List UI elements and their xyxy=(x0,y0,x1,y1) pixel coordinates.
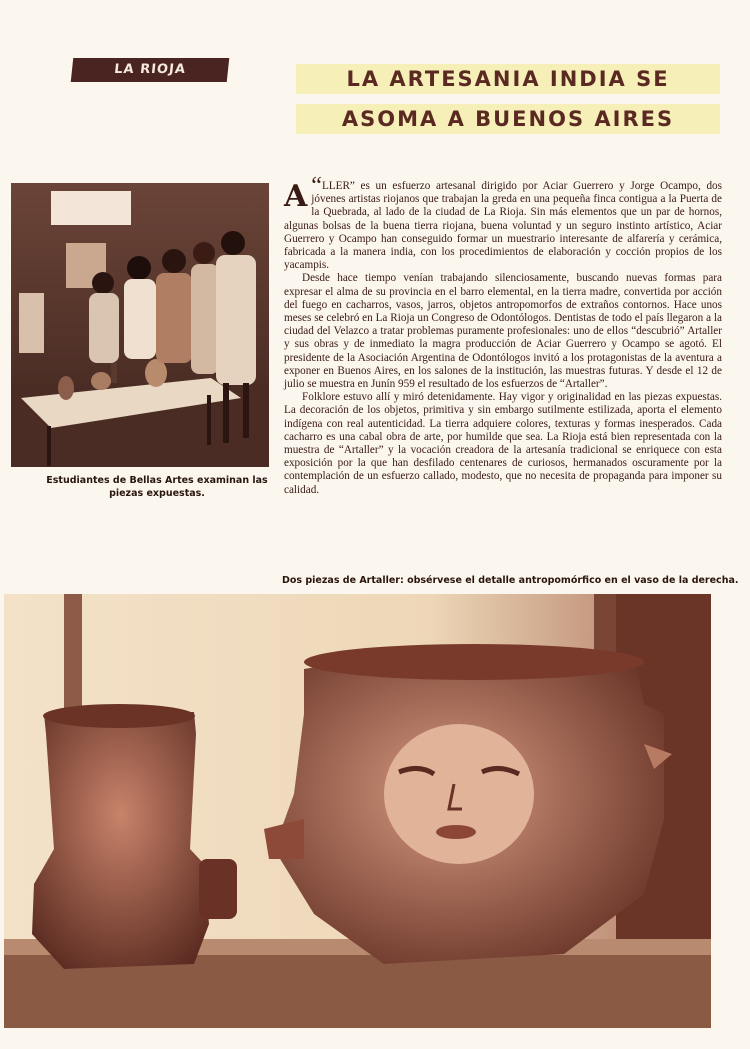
headline-line-1: LA ARTESANIA INDIA SE xyxy=(296,64,720,94)
opening-quote: “ xyxy=(311,173,322,199)
article-paragraph-3: Folklore estuvo allí y miró detenidamente. Hay vigor y originalidad en las piezas expuestas. La decoración de los objetos, primitiva y sin embargo sutilmente estilizada, aporta el elemento indígena con real autenticidad. La tierra adquiere colores, texturas y formas inesperados. Cada cacharro es una cabal obra de arte, por humilde que sea. La Rioja está bien representada con la muestra de “Artaller” y la vocación creadora de la artesanía tradicional se enriquece con esta exposición por la que han desfilado centenares de curiosos, hermanados oscuramente por la contemplación de un esfuerzo callado, modesto, que no necesita de propaganda para imponer su calidad. xyxy=(284,391,722,496)
paragraph-1-text: LLER” es un esfuerzo artesanal dirigido por Aciar Guerrero y Jorge Ocampo, dos jóvenes artistas riojanos que trabajan la greda en una pequeña finca contigua a la Puerta de la Quebrada, al lado de la ciudad de La Rioja. Sin más elementos que un par de hornos, algunas bolsas de la buena tierra riojana, buena voluntad y un seguro instinto artístico, Aciar Guerrero y Ocampo han conseguido formar un muestrario interesante de alfarería y cerámica, fabricada a la manera india, con los procedimientos de elaboración y cocción propios de los yacampis. xyxy=(284,180,722,272)
pottery-photo xyxy=(4,594,711,1028)
headline xyxy=(296,64,720,144)
section-tag: LA RIOJA xyxy=(71,58,230,82)
students-photo-illustration xyxy=(11,183,269,467)
article-body xyxy=(284,173,722,497)
students-photo xyxy=(11,183,269,467)
article-paragraph-1 xyxy=(284,173,722,272)
headline-line-2: ASOMA A BUENOS AIRES xyxy=(296,104,720,134)
article-paragraph-2: Desde hace tiempo venían trabajando silenciosamente, buscando nuevas formas para expresar el alma de su provincia en el barro elemental, en la tierra madre, convertida por acción del fuego en cacharros, vasos, jarros, objetos antropomorfos de extraños contornos. Hace unos meses se celebró en La Rioja un Congreso de Odontólogos. Dentistas de todo el país llegaron a la ciudad del Velazco a tratar problemas puramente profesionales: uno de ellos “descubrió” Artaller y sus obras y de inmediato la magra producción de Aciar Guerrero y Ocampo se agotó. El presidente de la Asociación Argentina de Odontólogos invitó a los protagonistas de la aventura a exponer en Buenos Aires, en los salones de la institución, las muestras futuras. Y desde el 12 de julio se muestra en Junín 959 el resultado de los esfuerzos de “Artaller”. xyxy=(284,272,722,391)
drop-cap: A xyxy=(284,179,308,214)
pottery-photo-illustration xyxy=(4,594,711,1028)
pottery-photo-caption: Dos piezas de Artaller: obsérvese el detalle antropomórfico en el vaso de la derecha. xyxy=(282,575,739,586)
students-photo-caption: Estudiantes de Bellas Artes examinan las piezas expuestas. xyxy=(46,475,268,499)
